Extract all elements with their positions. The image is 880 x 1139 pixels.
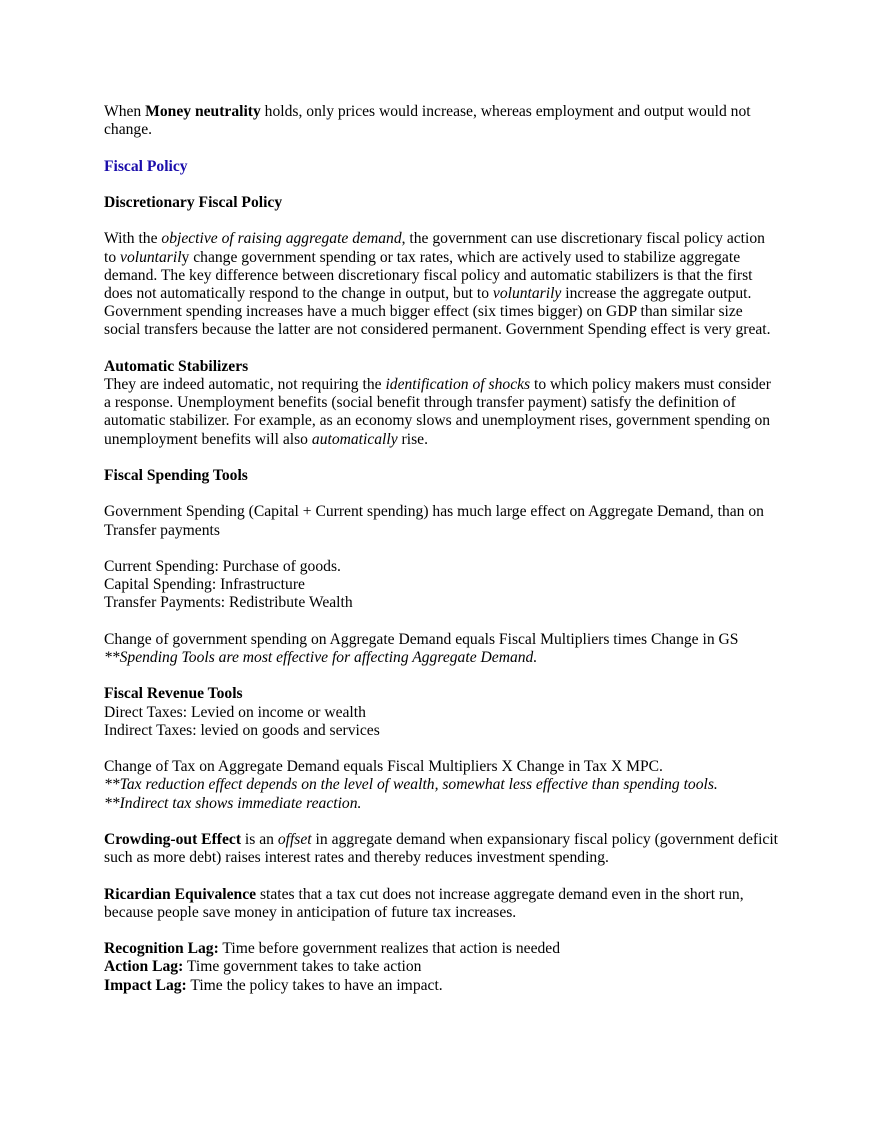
spending-formula-block: [104, 631, 780, 667]
list-item: Action Lag: Time government takes to take action: [104, 958, 422, 976]
automatic-stabilizers-section: Automatic Stabilizers They are indeed automatic, not requiring the identification of shocks to which policy makers must consider a response. Unemployment benefits (social benefit through transfer payment) satisfy the definition of automatic stabilizer. For example, as an economy slows and unemployment rises, government spending on unemployment benefits will also automatically rise.: [104, 358, 780, 449]
revenue-tools-heading: Fiscal Revenue Tools: [104, 685, 243, 703]
list-item: Recognition Lag: Time before government realizes that action is needed: [104, 940, 561, 958]
money-neutrality-term: Money neutrality: [145, 103, 261, 120]
crowding-out-paragraph: Crowding-out Effect is an offset in aggregate demand when expansionary fiscal policy (government deficit such as more debt) raises interest rates and thereby reduces investment spending.: [104, 830, 778, 867]
revenue-tools-section: [104, 685, 780, 740]
ricardian-term: Ricardian Equivalence: [104, 885, 257, 903]
list-item: Capital Spending: Infrastructure: [104, 576, 305, 594]
revenue-formula: Change of Tax on Aggregate Demand equals Fiscal Multipliers X Change in Tax X MPC.: [104, 758, 663, 776]
discretionary-paragraph: With the objective of raising aggregate demand, the government can use discretionary fiscal policy action to voluntarily change government spending or tax rates, which are actively used to stabilize aggregate demand. The key difference between discretionary fiscal policy and automatic stabilizers is that the first does not automatically respond to the change in output, but to voluntarily increase the aggregate output. Government spending increases have a much bigger effect (six times bigger) on GDP than similar size social transfers because the latter are not considered permanent. Government Spending effect is very great.: [104, 230, 771, 339]
automatic-stabilizers-heading: Automatic Stabilizers: [104, 357, 249, 375]
list-item: Indirect Taxes: levied on goods and services: [104, 721, 380, 739]
ricardian-paragraph: Ricardian Equivalence states that a tax cut does not increase aggregate demand even in the short run, because people save money in anticipation of future tax increases.: [104, 885, 744, 921]
spending-note: **Spending Tools are most effective for affecting Aggregate Demand.: [104, 648, 538, 666]
revenue-formula-block: [104, 758, 780, 813]
list-item: Current Spending: Purchase of goods.: [104, 557, 341, 575]
list-item: Impact Lag: Time the policy takes to have an impact.: [104, 976, 443, 994]
spending-tools-summary: Government Spending (Capital + Current spending) has much large effect on Aggregate Demand, than on Transfer payments: [104, 503, 764, 539]
fiscal-policy-link[interactable]: Fiscal Policy: [104, 157, 188, 175]
lags-list: [104, 940, 780, 995]
revenue-note: **Indirect tax shows immediate reaction.: [104, 794, 362, 812]
crowding-out-term: Crowding-out Effect: [104, 830, 242, 848]
list-item: Transfer Payments: Redistribute Wealth: [104, 594, 353, 612]
money-neutrality-paragraph: When Money neutrality holds, only prices would increase, whereas employment and output would not change.: [104, 103, 751, 139]
list-item: Direct Taxes: Levied on income or wealth: [104, 703, 366, 721]
spending-tools-heading: Fiscal Spending Tools: [104, 466, 248, 484]
spending-tools-list: [104, 558, 780, 613]
revenue-note: **Tax reduction effect depends on the level of wealth, somewhat less effective than spending tools.: [104, 776, 718, 794]
spending-formula: Change of government spending on Aggregate Demand equals Fiscal Multipliers times Change in GS: [104, 630, 739, 648]
discretionary-heading: Discretionary Fiscal Policy: [104, 193, 283, 211]
